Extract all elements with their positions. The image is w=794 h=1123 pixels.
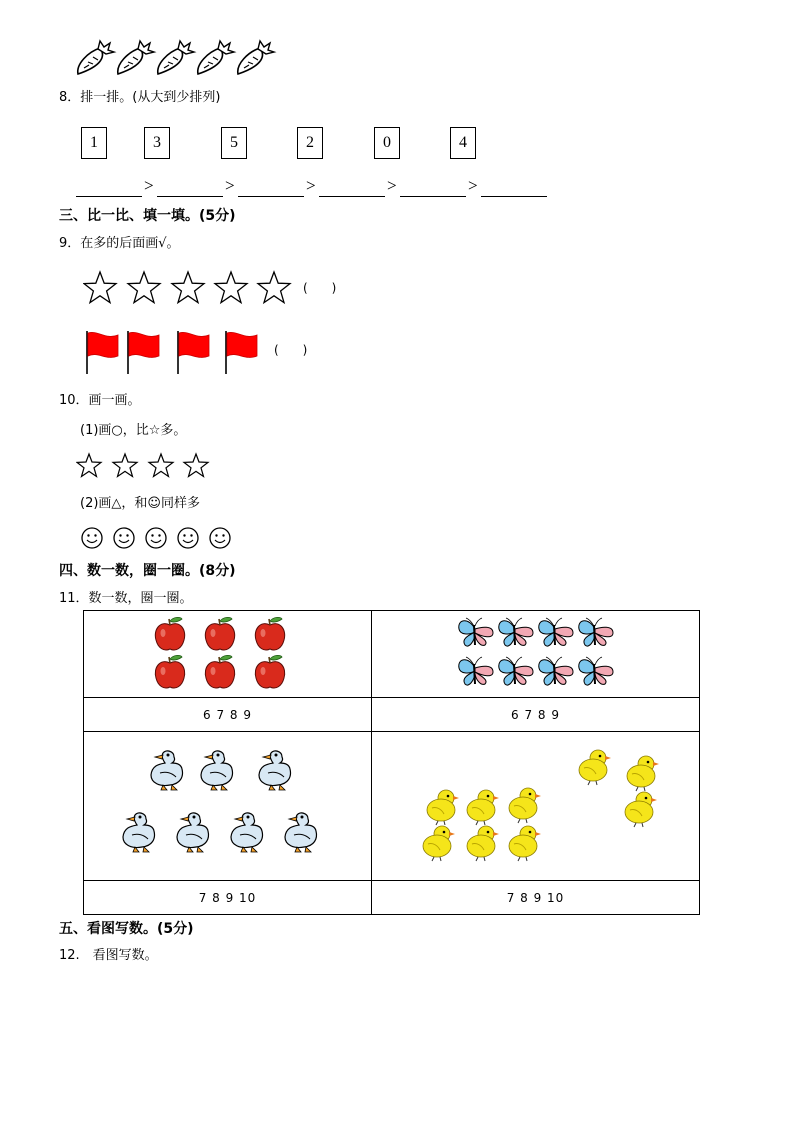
chick-icon (625, 792, 657, 827)
stars-row (83, 268, 298, 310)
answer-paren[interactable]: ( ) (274, 343, 308, 357)
q10-sub1: (1)画○，比☆多。 (80, 423, 187, 438)
q8-title: 8．排一排。(从大到少排列) (59, 90, 221, 105)
chick-icon (467, 790, 499, 825)
smiley-icon (114, 528, 134, 548)
answer-blank[interactable] (400, 180, 466, 197)
butterfly-icon (458, 618, 492, 646)
carrot-icon (158, 41, 194, 74)
apple-icon (155, 617, 184, 650)
star-icon (149, 454, 173, 477)
chick-icon (467, 826, 499, 861)
q10-sub2: (2)画△，和☺同样多 (80, 496, 200, 511)
q9-title: 9．在多的后面画√。 (59, 236, 180, 251)
count-options[interactable]: 7 8 9 10 (84, 881, 372, 915)
smileys-row (80, 525, 235, 551)
star-icon (128, 272, 160, 303)
greater-than-sign: > (468, 176, 478, 195)
answer-blank[interactable] (157, 180, 223, 197)
greater-than-sign: > (225, 176, 235, 195)
section-title: 五、看图写数。(5分) (59, 921, 194, 937)
apples-cell (84, 611, 372, 698)
butterfly-icon (578, 618, 612, 646)
apple-icon (205, 617, 234, 650)
butterfly-icon (498, 618, 532, 646)
smiley-icon (146, 528, 166, 548)
duck-icon (231, 813, 263, 852)
answer-blank[interactable] (481, 180, 547, 197)
butterfly-icon (458, 657, 492, 685)
duck-icon (177, 813, 209, 852)
number-box: 1 (81, 127, 107, 159)
number-box: 0 (374, 127, 400, 159)
flags-row (84, 330, 264, 376)
smiley-icon (210, 528, 230, 548)
number-box: 4 (450, 127, 476, 159)
ducks-cell (84, 732, 372, 881)
ducks-picture (118, 739, 338, 869)
chick-icon (509, 788, 541, 823)
star-icon (172, 272, 204, 303)
butterfly-icon (538, 618, 572, 646)
answer-paren[interactable]: ( ) (303, 281, 337, 295)
chick-icon (423, 826, 455, 861)
butterflies-picture (451, 612, 621, 692)
smiley-icon (82, 528, 102, 548)
flag-icon (178, 331, 209, 374)
greater-than-sign: > (306, 176, 316, 195)
star-icon (258, 272, 290, 303)
carrot-icon (198, 41, 234, 74)
count-options[interactable]: 6 7 8 9 (372, 698, 700, 732)
small-stars-row (76, 451, 216, 479)
carrots-row (74, 38, 279, 80)
flag-icon (226, 331, 257, 374)
carrot-icon (238, 41, 274, 74)
chick-icon (579, 750, 611, 785)
answer-blank[interactable] (238, 180, 304, 197)
duck-icon (285, 813, 317, 852)
section-title: 三、比一比、填一填。(5分) (59, 208, 236, 224)
count-options[interactable]: 7 8 9 10 (372, 881, 700, 915)
apple-icon (255, 617, 284, 650)
apple-icon (155, 655, 184, 688)
number-box: 5 (221, 127, 247, 159)
q12-title: 12. 看图写数。 (59, 948, 158, 963)
star-icon (77, 454, 101, 477)
duck-icon (123, 813, 155, 852)
butterfly-icon (498, 657, 532, 685)
star-icon (113, 454, 137, 477)
number-box: 2 (297, 127, 323, 159)
answer-blank[interactable] (76, 180, 142, 197)
count-options[interactable]: 6 7 8 9 (84, 698, 372, 732)
q11-title: 11．数一数，圈一圈。 (59, 591, 193, 606)
butterflies-cell (372, 611, 700, 698)
carrot-icon (78, 41, 114, 74)
number-box: 3 (144, 127, 170, 159)
chick-icon (509, 826, 541, 861)
chicks-picture (372, 732, 699, 880)
flag-icon (128, 331, 159, 374)
duck-icon (151, 751, 183, 790)
answer-blank[interactable] (319, 180, 385, 197)
star-icon (184, 454, 208, 477)
apples-picture (148, 612, 308, 692)
duck-icon (201, 751, 233, 790)
butterfly-icon (578, 657, 612, 685)
counting-table (83, 610, 700, 915)
greater-than-sign: > (144, 176, 154, 195)
carrot-icon (118, 41, 154, 74)
q10-title: 10．画一画。 (59, 393, 141, 408)
section-title: 四、数一数，圈一圈。(8分) (59, 563, 236, 579)
apple-icon (255, 655, 284, 688)
greater-than-sign: > (387, 176, 397, 195)
chick-icon (627, 756, 659, 791)
star-icon (84, 272, 116, 303)
chick-icon (427, 790, 459, 825)
butterfly-icon (538, 657, 572, 685)
flag-icon (87, 331, 118, 374)
duck-icon (259, 751, 291, 790)
smiley-icon (178, 528, 198, 548)
star-icon (215, 272, 247, 303)
chicks-cell (372, 732, 700, 881)
apple-icon (205, 655, 234, 688)
